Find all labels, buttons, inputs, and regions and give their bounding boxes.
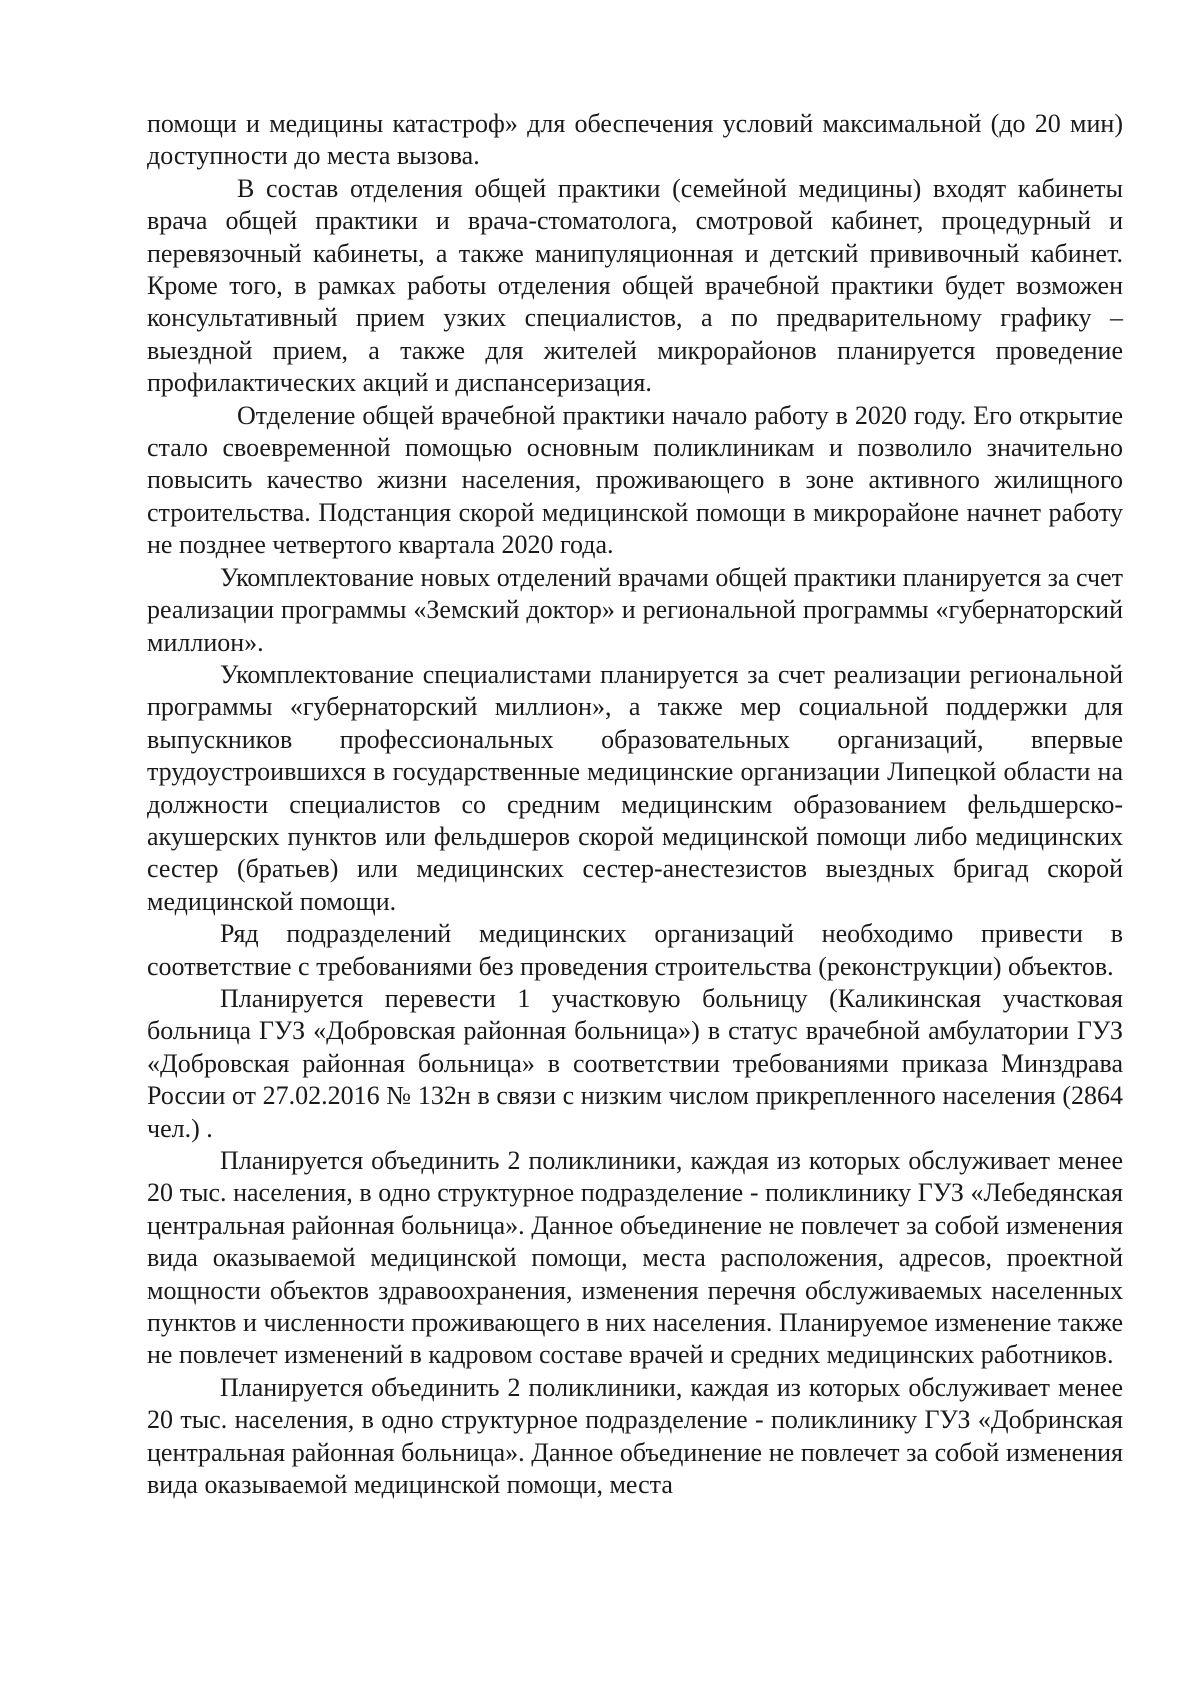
paragraph-4: Укомплектование новых отделений врачами общей практики планируется за счет реализации программы «Земский доктор» и региональной программы «губернаторский миллион».	[147, 562, 1123, 657]
document-body	[147, 108, 1123, 1501]
paragraph-3: Отделение общей врачебной практики начало работу в 2020 году. Его открытие стало своевременной помощью основным поликлиникам и позволило значительно повысить качество жизни населения, проживающего в зоне активного жилищного строительства. Подстанция скорой медицинской помощи в микрорайоне начнет работу не позднее четвертого квартала 2020 года.	[147, 400, 1123, 560]
paragraph-9: Планируется объединить 2 поликлиники, каждая из которых обслуживает менее 20 тыс. населения, в одно структурное подразделение - поликлинику ГУЗ «Добринская центральная районная больница». Данное объединение не повлечет за собой изменения вида оказываемой медицинской помощи, места	[147, 1372, 1123, 1500]
paragraph-1: помощи и медицины катастроф» для обеспечения условий максимальной (до 20 мин) доступности до места вызова.	[147, 109, 1123, 171]
paragraph-2: В состав отделения общей практики (семейной медицины) входят кабинеты врача общей практики и врача-стоматолога, смотровой кабинет, процедурный и перевязочный кабинеты, а также манипуляционная и детский прививочный кабинет. Кроме того, в рамках работы отделения общей врачебной практики будет возможен консультативный прием узких специалистов, а по предварительному графику – выездной прием, а также для жителей микрорайонов планируется проведение профилактических акций и диспансеризация.	[147, 173, 1123, 398]
paragraph-6: Ряд подразделений медицинских организаций необходимо привести в соответствие с требованиями без проведения строительства (реконструкции) объектов.	[147, 919, 1123, 981]
paragraph-5: Укомплектование специалистами планируется за счет реализации региональной программы «губернаторский миллион», а также мер социальной поддержки для выпускников профессиональных образовательных организаций, впервые трудоустроившихся в государственные медицинские организации Липецкой области на должности специалистов со средним медицинским образованием фельдшерско-акушерских пунктов или фельдшеров скорой медицинской помощи либо медицинских сестер (братьев) или медицинских сестер-анестезистов выездных бригад скорой медицинской помощи.	[147, 659, 1123, 916]
paragraph-8: Планируется объединить 2 поликлиники, каждая из которых обслуживает менее 20 тыс. населения, в одно структурное подразделение - поликлинику ГУЗ «Лебедянская центральная районная больница». Данное объединение не повлечет за собой изменения вида оказываемой медицинской помощи, места расположения, адресов, проектной мощности объектов здравоохранения, изменения перечня обслуживаемых населенных пунктов и численности проживающего в них населения. Планируемое изменение также не повлечет изменений в кадровом составе врачей и средних медицинских работников.	[147, 1146, 1123, 1370]
paragraph-7: Планируется перевести 1 участковую больницу (Каликинская участковая больница ГУЗ «Добровская районная больница») в статус врачебной амбулатории ГУЗ «Добровская районная больница» в соответствии требованиями приказа Минздрава России от 27.02.2016 № 132н в связи с низким числом прикрепленного населения (2864 чел.) .	[147, 983, 1123, 1143]
